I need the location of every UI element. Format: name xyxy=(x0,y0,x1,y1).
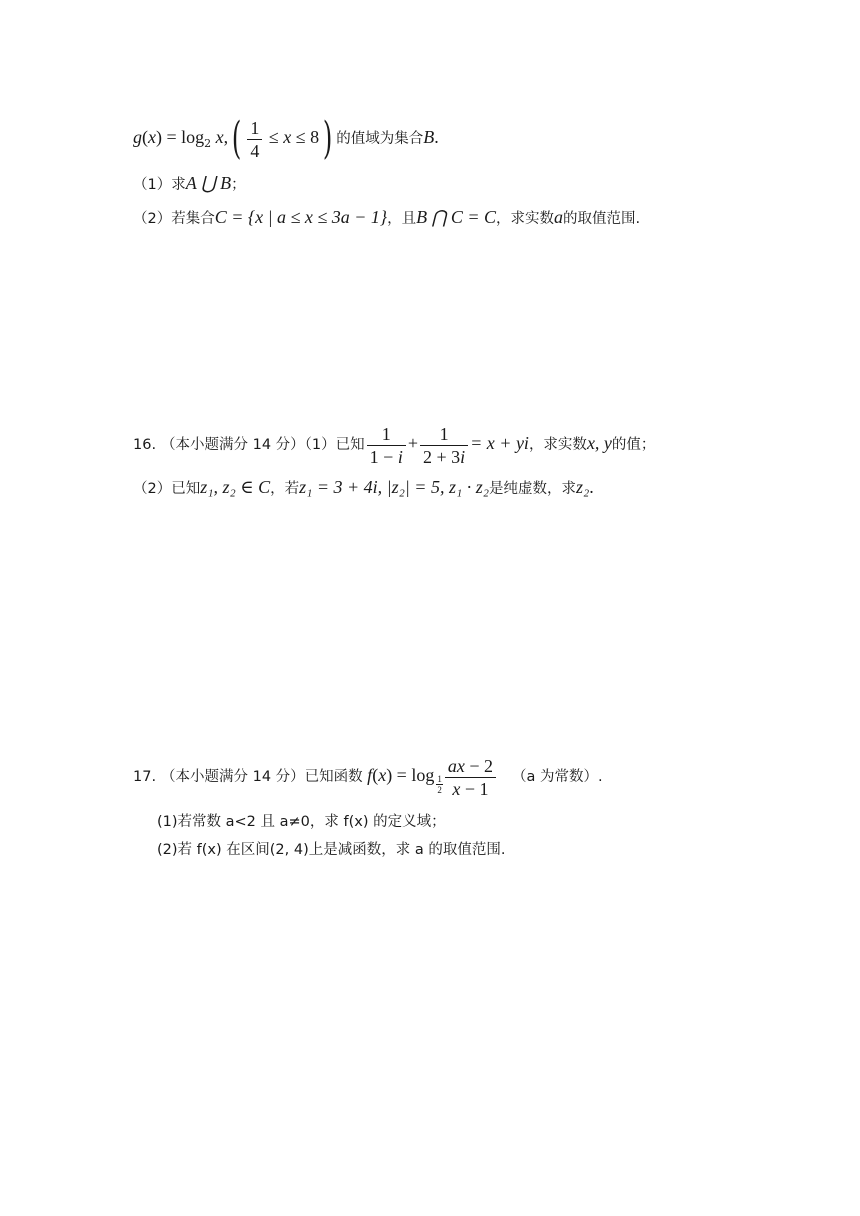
range-text: 的值域为集合 xyxy=(336,131,424,147)
q16-part2-expr2: z₁ = 3 + 4i, |z₂| = 5, z₁ · z₂ xyxy=(299,477,489,497)
q15-part2 xyxy=(133,206,640,230)
q16-part1-label: （1）已知 xyxy=(304,437,365,453)
intersection-condition: B ⋂ C = C xyxy=(416,207,497,227)
q16-part2-mid: ，若 xyxy=(270,481,300,497)
q17-part2 xyxy=(157,838,505,861)
fraction-1-over-1-minus-i: $\frac{1}{1 - i}$ xyxy=(367,423,406,468)
q15-function-line: $g(x) = \log_2 x$,( $\frac{1}{4}$ ≤ x ≤ 8) 的值域为集合B. xyxy=(133,113,439,164)
q16-vars: x, y xyxy=(586,433,612,453)
period: . xyxy=(434,127,439,147)
q16-header: （本小题满分 14 分） xyxy=(161,437,305,453)
q16-line1: 16. （本小题满分 14 分）（1）已知 $\frac{1}{1 - i}$ + $\frac{1}{2 + 3i}$ = x + yi，求实数x, y的值； xyxy=(133,423,656,467)
q16-rhs: = x + yi xyxy=(470,433,529,453)
q16-number: 16. xyxy=(133,437,157,453)
q16-part2-end: . xyxy=(589,477,594,497)
set-b-symbol: B xyxy=(423,127,435,147)
q15-part2-tail: ，求实数 xyxy=(496,211,555,227)
q16-part2-label: （2）已知 xyxy=(133,481,201,497)
q15-part2-mid: ，且 xyxy=(387,211,417,227)
q16-line2 xyxy=(133,476,594,500)
g-function-expr: g xyxy=(133,127,142,147)
q17-part1 xyxy=(157,810,446,833)
q15-part2-end: 的取值范围. xyxy=(563,211,641,227)
q15-part1 xyxy=(133,172,246,196)
q15-part1-end: ； xyxy=(231,177,246,193)
q15-part1-expr: A ⋃ B xyxy=(185,173,232,193)
log-base-half: $\frac{1}{2}$ xyxy=(437,774,442,795)
log-argument-fraction: $\frac{ax - 2}{x - 1}$ xyxy=(445,755,496,800)
q16-part2-tail: 是纯虚数，求 xyxy=(488,481,576,497)
q15-part2-label: （2）若集合 xyxy=(133,211,215,227)
var-a: a xyxy=(554,207,564,227)
q17-const-note: （a 为常数）. xyxy=(512,769,603,785)
quarter-fraction: $\frac{1}{4}$ xyxy=(247,117,262,162)
q17-part1-text: (1)若常数 a<2 且 a≠0，求 f(x) 的定义域； xyxy=(157,814,446,830)
q17-line1: 17. （本小题满分 14 分）已知函数 f(x) = log $\frac{1}{2}$ $\frac{ax - 2}{x - 1}$ （a 为常数）. xyxy=(133,755,603,799)
q17-part2-text: (2)若 f(x) 在区间(2, 4)上是减函数，求 a 的取值范围. xyxy=(157,842,506,858)
q16-part1-tail: ，求实数 xyxy=(528,437,587,453)
set-c-definition: C = {x | a ≤ x ≤ 3a − 1} xyxy=(214,207,388,227)
fraction-1-over-2-plus-3i: $\frac{1}{2 + 3i}$ xyxy=(420,423,468,468)
q16-part1-end: 的值； xyxy=(611,437,656,453)
q17-number: 17. xyxy=(133,769,157,785)
q17-header: （本小题满分 14 分）已知函数 xyxy=(161,769,363,785)
q16-part2-expr1: z₁, z₂ ∈ C xyxy=(200,477,271,497)
f-of-x: f xyxy=(362,765,373,785)
q16-var-z2: z₂ xyxy=(575,477,590,497)
q15-part1-label: （1）求 xyxy=(133,177,186,193)
